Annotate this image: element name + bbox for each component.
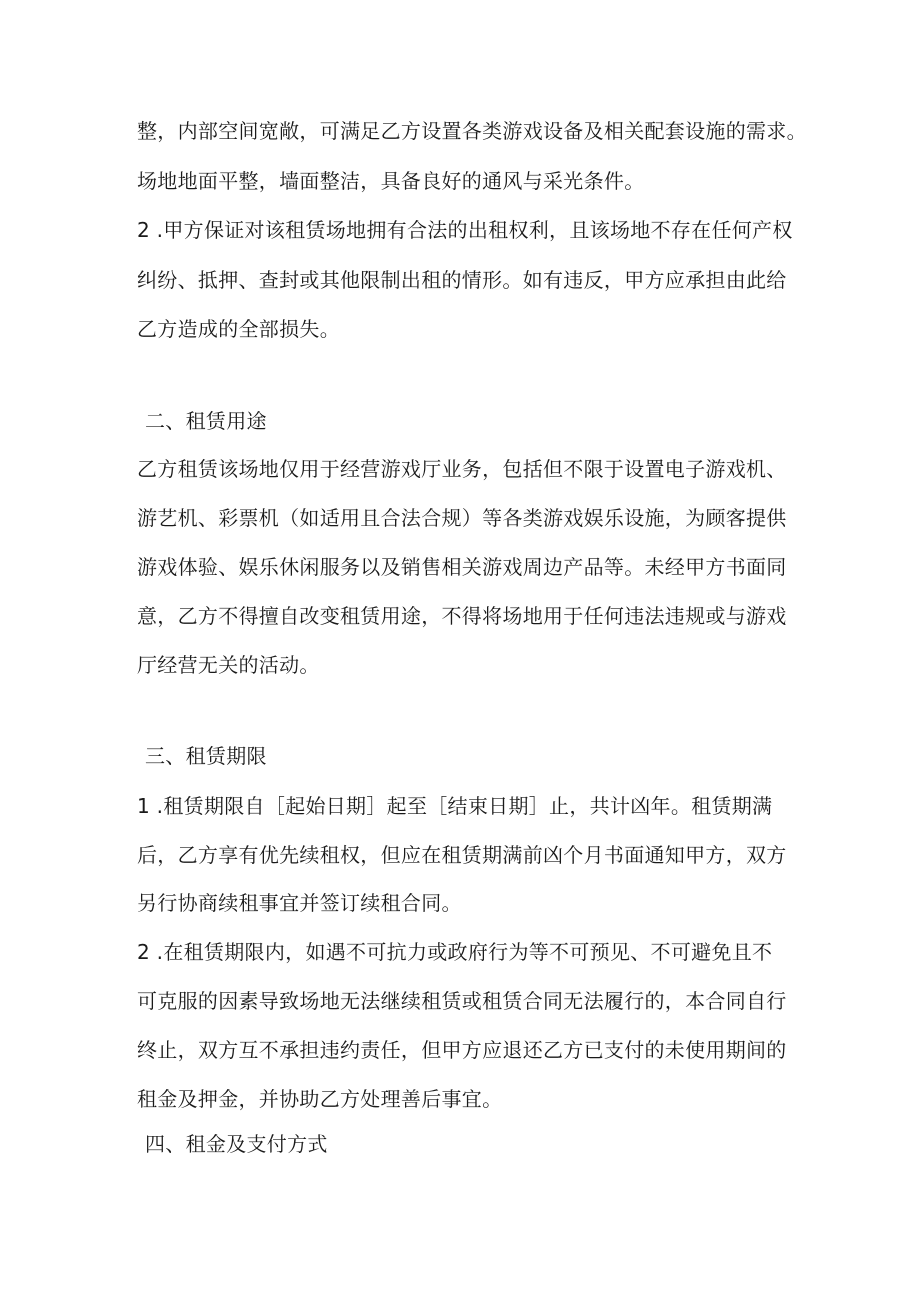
paragraph-line: 游艺机、彩票机（如适用且合法合规）等各类游戏娱乐设施，为顾客提供 bbox=[137, 506, 787, 530]
paragraph-line: 另行协商续租事宜并签订续租合同。 bbox=[137, 891, 462, 915]
paragraph-line: 乙方造成的全部损失。 bbox=[137, 317, 340, 341]
paragraph-line: 厅经营无关的活动。 bbox=[137, 653, 320, 677]
paragraph-line: 意，乙方不得擅自改变租赁用途，不得将场地用于任何违法违规或与游戏 bbox=[137, 604, 787, 628]
paragraph-line: 场地地面平整，墙面整洁，具备良好的通风与采光条件。 bbox=[137, 169, 645, 193]
section-heading-term: 三、租赁期限 bbox=[145, 744, 267, 768]
paragraph-line: 整，内部空间宽敞，可满足乙方设置各类游戏设备及相关配套设施的需求。 bbox=[137, 119, 807, 143]
paragraph-line: 2 .甲方保证对该租赁场地拥有合法的出租权利，且该场地不存在任何产权 bbox=[137, 218, 793, 242]
section-heading-rent: 四、租金及支付方式 bbox=[145, 1132, 328, 1156]
paragraph-line: 1 .租赁期限自［起始日期］起至［结束日期］止，共计凶年。租赁期满 bbox=[137, 794, 773, 818]
paragraph-line: 2 .在租赁期限内，如遇不可抗力或政府行为等不可预见、不可避免且不 bbox=[137, 940, 773, 964]
paragraph-line: 乙方租赁该场地仅用于经营游戏厅业务，包括但不限于设置电子游戏机、 bbox=[137, 457, 787, 481]
paragraph-line: 租金及押金，并协助乙方处理善后事宜。 bbox=[137, 1087, 503, 1111]
paragraph-line: 纠纷、抵押、查封或其他限制出租的情形。如有违反，甲方应承担由此给 bbox=[137, 268, 787, 292]
paragraph-line: 可克服的因素导致场地无法继续租赁或租赁合同无法履行的，本合同自行 bbox=[137, 989, 787, 1013]
section-heading-usage: 二、租赁用途 bbox=[145, 409, 267, 433]
paragraph-line: 终止，双方互不承担违约责任，但甲方应退还乙方已支付的未使用期间的 bbox=[137, 1038, 787, 1062]
paragraph-line: 后，乙方享有优先续租权，但应在租赁期满前凶个月书面通知甲方，双方 bbox=[137, 843, 787, 867]
paragraph-line: 游戏体验、娱乐休闲服务以及销售相关游戏周边产品等。未经甲方书面同 bbox=[137, 555, 787, 579]
